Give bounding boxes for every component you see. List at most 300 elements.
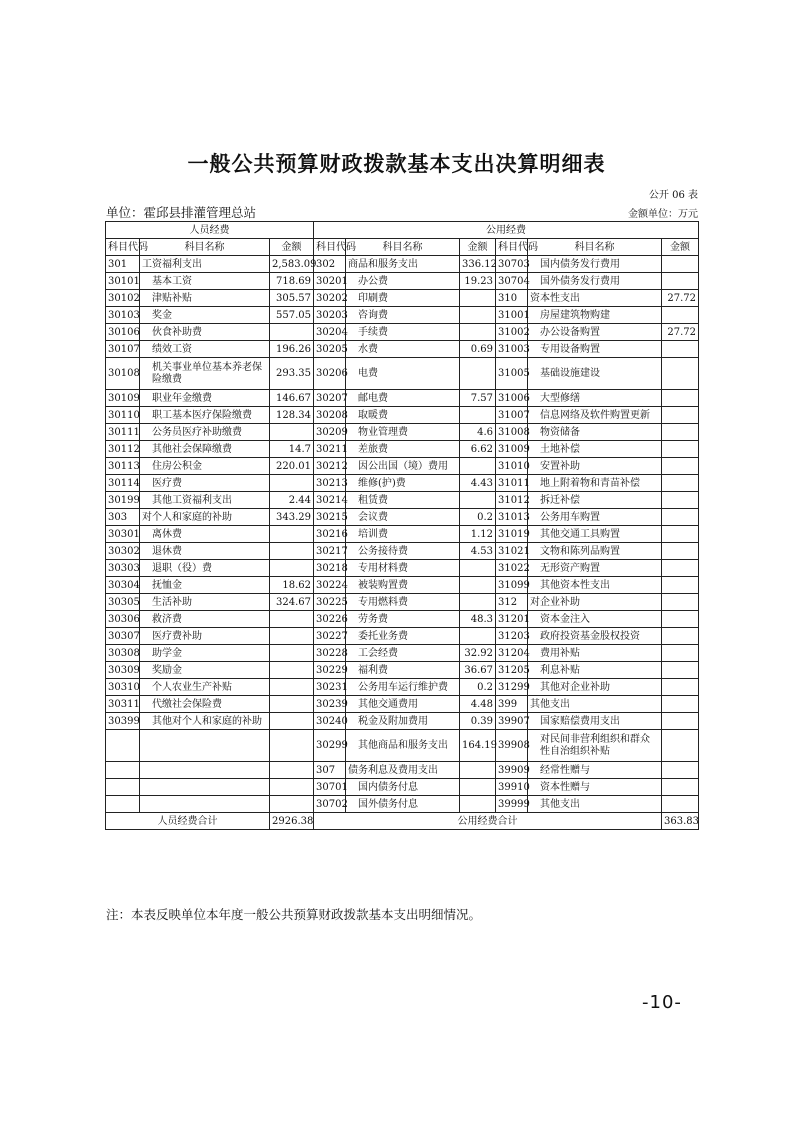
public-item-code: 31099	[496, 577, 528, 594]
personnel-item-code: 30112	[106, 441, 140, 458]
public-item-code: 31205	[496, 662, 528, 679]
public-item-amount	[662, 441, 699, 458]
public-item-code: 31008	[496, 424, 528, 441]
public-item-amount	[662, 509, 699, 526]
table-row	[106, 611, 699, 628]
personnel-item-name: 机关事业单位基本养老保险缴费	[140, 358, 270, 390]
public-item-code: 30231	[314, 679, 346, 696]
public-item-name: 其他商品和服务支出	[346, 730, 460, 762]
public-item-code: 31203	[496, 628, 528, 645]
public-item-amount	[662, 424, 699, 441]
table-row	[106, 577, 699, 594]
public-item-code: 31204	[496, 645, 528, 662]
public-item-name: 对企业补助	[528, 594, 662, 611]
public-item-code: 31006	[496, 390, 528, 407]
personnel-item-amount	[270, 779, 314, 796]
table-row	[106, 509, 699, 526]
public-item-name: 其他支出	[528, 696, 662, 713]
personnel-item-code: 30399	[106, 713, 140, 730]
public-total-label: 公用经费合计	[314, 813, 662, 830]
public-item-amount	[662, 645, 699, 662]
personnel-item-amount: 196.26	[270, 341, 314, 358]
personnel-item-amount: 2.44	[270, 492, 314, 509]
public-item-amount	[662, 273, 699, 290]
personnel-item-code: 30309	[106, 662, 140, 679]
public-item-amount: 0.2	[460, 679, 496, 696]
personnel-item-code: 30310	[106, 679, 140, 696]
personnel-item-name: 伙食补助费	[140, 324, 270, 341]
table-row	[106, 779, 699, 796]
public-item-name: 商品和服务支出	[346, 256, 460, 273]
personnel-item-name: 对个人和家庭的补助	[140, 509, 270, 526]
personnel-item-code: 30311	[106, 696, 140, 713]
public-item-amount	[662, 560, 699, 577]
public-item-name: 税金及附加费用	[346, 713, 460, 730]
public-item-code: 30215	[314, 509, 346, 526]
public-item-code: 30299	[314, 730, 346, 762]
table-row	[106, 273, 699, 290]
public-item-code: 31005	[496, 358, 528, 390]
public-item-code: 30228	[314, 645, 346, 662]
table-row	[106, 713, 699, 730]
personnel-item-amount	[270, 475, 314, 492]
personnel-item-amount	[270, 526, 314, 543]
public-item-name: 委托业务费	[346, 628, 460, 645]
public-item-code: 30224	[314, 577, 346, 594]
public-item-code: 39909	[496, 762, 528, 779]
public-item-code: 39999	[496, 796, 528, 813]
personnel-item-amount	[270, 645, 314, 662]
col-header-code: 科目代码	[314, 239, 346, 256]
personnel-item-amount	[270, 662, 314, 679]
column-header-row	[106, 239, 699, 256]
public-item-code: 307	[314, 762, 346, 779]
public-item-amount: 27.72	[662, 290, 699, 307]
public-item-amount	[662, 594, 699, 611]
personnel-item-name: 津贴补贴	[140, 290, 270, 307]
personnel-item-amount	[270, 713, 314, 730]
personnel-item-name: 个人农业生产补贴	[140, 679, 270, 696]
public-item-name: 其他交通费用	[346, 696, 460, 713]
personnel-item-name: 退职（役）费	[140, 560, 270, 577]
table-row	[106, 441, 699, 458]
personnel-item-amount: 146.67	[270, 390, 314, 407]
personnel-item-code	[106, 730, 140, 762]
totals-row	[106, 813, 699, 830]
public-item-amount	[662, 341, 699, 358]
personnel-item-name: 医疗费	[140, 475, 270, 492]
public-item-name: 被装购置费	[346, 577, 460, 594]
public-item-amount: 27.72	[662, 324, 699, 341]
public-item-code: 30203	[314, 307, 346, 324]
form-code: 公开 06 表	[648, 190, 698, 201]
personnel-item-amount: 557.05	[270, 307, 314, 324]
public-item-name: 手续费	[346, 324, 460, 341]
public-item-name: 地上附着物和青苗补偿	[528, 475, 662, 492]
personnel-item-name: 抚恤金	[140, 577, 270, 594]
table-row	[106, 407, 699, 424]
personnel-item-amount: 2,583.09	[270, 256, 314, 273]
public-item-code: 30208	[314, 407, 346, 424]
public-item-code: 30211	[314, 441, 346, 458]
public-item-code: 31022	[496, 560, 528, 577]
public-item-amount	[662, 796, 699, 813]
public-item-amount: 4.43	[460, 475, 496, 492]
public-item-amount	[460, 577, 496, 594]
public-item-code: 30207	[314, 390, 346, 407]
public-item-amount	[460, 560, 496, 577]
public-item-name: 费用补贴	[528, 645, 662, 662]
public-item-code: 31010	[496, 458, 528, 475]
table-row	[106, 594, 699, 611]
personnel-item-code: 30103	[106, 307, 140, 324]
public-item-code: 31002	[496, 324, 528, 341]
public-item-amount	[662, 577, 699, 594]
public-item-name: 其他支出	[528, 796, 662, 813]
public-item-code: 312	[496, 594, 528, 611]
personnel-item-code: 30102	[106, 290, 140, 307]
table-row	[106, 307, 699, 324]
personnel-item-code: 303	[106, 509, 140, 526]
personnel-item-amount	[270, 560, 314, 577]
page-title: 一般公共预算财政拨款基本支出决算明细表	[187, 152, 606, 176]
public-item-name: 文物和陈列品购置	[528, 543, 662, 560]
personnel-item-amount	[270, 628, 314, 645]
personnel-item-name: 医疗费补助	[140, 628, 270, 645]
personnel-item-amount: 293.35	[270, 358, 314, 390]
table-row	[106, 358, 699, 390]
table-row	[106, 696, 699, 713]
public-item-code: 30703	[496, 256, 528, 273]
public-item-name: 国内债务付息	[346, 779, 460, 796]
public-item-code: 31011	[496, 475, 528, 492]
public-item-amount: 48.3	[460, 611, 496, 628]
public-item-amount	[460, 492, 496, 509]
public-item-name: 经常性赠与	[528, 762, 662, 779]
public-item-amount	[662, 526, 699, 543]
public-item-name: 政府投资基金股权投资	[528, 628, 662, 645]
public-item-amount	[662, 662, 699, 679]
personnel-item-amount	[270, 543, 314, 560]
public-item-code: 30217	[314, 543, 346, 560]
public-item-code: 31013	[496, 509, 528, 526]
public-item-code: 310	[496, 290, 528, 307]
public-item-code: 30226	[314, 611, 346, 628]
table-row	[106, 543, 699, 560]
public-item-amount	[460, 324, 496, 341]
public-item-name: 专用燃料费	[346, 594, 460, 611]
table-row	[106, 390, 699, 407]
public-item-amount	[662, 762, 699, 779]
public-item-code: 30213	[314, 475, 346, 492]
col-header-name: 科目名称	[346, 239, 460, 256]
expenditure-table	[105, 221, 699, 830]
public-item-amount	[662, 407, 699, 424]
public-item-amount: 0.2	[460, 509, 496, 526]
public-item-name: 工会经费	[346, 645, 460, 662]
public-item-amount: 336.12	[460, 256, 496, 273]
personnel-item-code: 30101	[106, 273, 140, 290]
public-item-amount: 4.6	[460, 424, 496, 441]
public-item-name: 公务用车购置	[528, 509, 662, 526]
public-item-name: 咨询费	[346, 307, 460, 324]
public-item-code: 31201	[496, 611, 528, 628]
personnel-item-amount	[270, 796, 314, 813]
public-item-name: 福利费	[346, 662, 460, 679]
personnel-item-amount	[270, 424, 314, 441]
public-item-amount	[662, 611, 699, 628]
table-row	[106, 730, 699, 762]
public-item-amount	[460, 307, 496, 324]
public-item-amount	[460, 407, 496, 424]
col-header-name: 科目名称	[140, 239, 270, 256]
personnel-item-amount	[270, 730, 314, 762]
public-item-name: 电费	[346, 358, 460, 390]
personnel-item-amount: 220.01	[270, 458, 314, 475]
page-number: -10-	[642, 992, 682, 1013]
public-item-name: 物业管理费	[346, 424, 460, 441]
table-row	[106, 341, 699, 358]
personnel-total-label: 人员经费合计	[106, 813, 270, 830]
public-item-amount: 0.39	[460, 713, 496, 730]
public-item-amount: 7.57	[460, 390, 496, 407]
public-group-header: 公用经费	[314, 222, 699, 239]
public-item-name: 办公设备购置	[528, 324, 662, 341]
personnel-item-name: 奖励金	[140, 662, 270, 679]
personnel-item-amount: 718.69	[270, 273, 314, 290]
personnel-item-name	[140, 779, 270, 796]
public-item-code: 30239	[314, 696, 346, 713]
personnel-item-amount: 14.7	[270, 441, 314, 458]
personnel-group-header: 人员经费	[106, 222, 314, 239]
personnel-item-code: 30306	[106, 611, 140, 628]
personnel-item-name: 绩效工资	[140, 341, 270, 358]
personnel-item-code: 30302	[106, 543, 140, 560]
public-item-name: 利息补贴	[528, 662, 662, 679]
public-item-code: 30206	[314, 358, 346, 390]
personnel-item-name: 助学金	[140, 645, 270, 662]
col-header-name: 科目名称	[528, 239, 662, 256]
personnel-item-amount	[270, 696, 314, 713]
public-item-name: 办公费	[346, 273, 460, 290]
public-item-code: 30204	[314, 324, 346, 341]
table-row	[106, 290, 699, 307]
public-item-amount	[662, 543, 699, 560]
public-item-amount	[662, 256, 699, 273]
public-item-name: 债务利息及费用支出	[346, 762, 460, 779]
public-item-code: 30218	[314, 560, 346, 577]
public-item-amount	[460, 796, 496, 813]
public-item-name: 公务接待费	[346, 543, 460, 560]
public-item-name: 差旅费	[346, 441, 460, 458]
public-item-name: 资本金注入	[528, 611, 662, 628]
money-unit: 金额单位：万元	[628, 209, 698, 220]
public-item-code: 30227	[314, 628, 346, 645]
col-header-amount: 金额	[460, 239, 496, 256]
public-item-code: 30225	[314, 594, 346, 611]
public-item-amount	[662, 779, 699, 796]
personnel-item-code: 30109	[106, 390, 140, 407]
public-item-amount	[662, 307, 699, 324]
public-item-name: 物资储备	[528, 424, 662, 441]
public-item-name: 公务用车运行维护费	[346, 679, 460, 696]
public-item-amount: 4.53	[460, 543, 496, 560]
personnel-item-code: 301	[106, 256, 140, 273]
public-item-amount	[662, 730, 699, 762]
table-note: 注：本表反映单位本年度一般公共预算财政拨款基本支出明细情况。	[106, 907, 482, 922]
public-item-amount	[662, 358, 699, 390]
public-item-amount	[662, 458, 699, 475]
table-row	[106, 560, 699, 577]
public-item-amount	[460, 762, 496, 779]
public-item-amount	[662, 696, 699, 713]
public-item-code: 30229	[314, 662, 346, 679]
public-item-amount	[460, 628, 496, 645]
public-item-amount	[662, 679, 699, 696]
public-item-name: 国内债务发行费用	[528, 256, 662, 273]
public-item-code: 31021	[496, 543, 528, 560]
public-item-amount	[662, 390, 699, 407]
personnel-item-code: 30304	[106, 577, 140, 594]
personnel-item-name: 其他工资福利支出	[140, 492, 270, 509]
public-item-code: 39908	[496, 730, 528, 762]
public-item-name: 其他交通工具购置	[528, 526, 662, 543]
public-item-code: 30205	[314, 341, 346, 358]
public-item-code: 302	[314, 256, 346, 273]
public-item-code: 30212	[314, 458, 346, 475]
personnel-item-code: 30305	[106, 594, 140, 611]
public-item-amount	[662, 492, 699, 509]
personnel-item-code: 30111	[106, 424, 140, 441]
personnel-total-value: 2926.38	[270, 813, 314, 830]
public-item-amount	[460, 458, 496, 475]
public-item-amount	[460, 358, 496, 390]
public-item-code: 39907	[496, 713, 528, 730]
public-item-name: 租赁费	[346, 492, 460, 509]
table-row	[106, 526, 699, 543]
public-item-amount: 19.23	[460, 273, 496, 290]
public-item-name: 拆迁补偿	[528, 492, 662, 509]
personnel-item-amount: 324.67	[270, 594, 314, 611]
public-item-code: 31003	[496, 341, 528, 358]
public-item-name: 其他资本性支出	[528, 577, 662, 594]
public-item-name: 专用材料费	[346, 560, 460, 577]
table-row	[106, 324, 699, 341]
public-item-code: 30240	[314, 713, 346, 730]
personnel-item-code: 30308	[106, 645, 140, 662]
public-item-code: 30214	[314, 492, 346, 509]
personnel-item-amount: 18.62	[270, 577, 314, 594]
col-header-code: 科目代码	[106, 239, 140, 256]
personnel-item-name: 退休费	[140, 543, 270, 560]
public-item-name: 取暖费	[346, 407, 460, 424]
col-header-code: 科目代码	[496, 239, 528, 256]
public-item-amount	[662, 713, 699, 730]
public-item-code: 31007	[496, 407, 528, 424]
personnel-item-amount	[270, 679, 314, 696]
public-item-name: 因公出国（境）费用	[346, 458, 460, 475]
personnel-item-name: 代缴社会保险费	[140, 696, 270, 713]
personnel-item-name: 职业年金缴费	[140, 390, 270, 407]
public-item-name: 基础设施建设	[528, 358, 662, 390]
public-item-code: 31009	[496, 441, 528, 458]
public-item-amount: 36.67	[460, 662, 496, 679]
public-item-amount	[662, 475, 699, 492]
public-item-name: 对民间非营利组织和群众性自治组织补贴	[528, 730, 662, 762]
personnel-item-amount	[270, 611, 314, 628]
public-item-name: 国家赔偿费用支出	[528, 713, 662, 730]
personnel-item-code	[106, 779, 140, 796]
personnel-item-name: 工资福利支出	[140, 256, 270, 273]
col-header-amount: 金额	[662, 239, 699, 256]
public-total-value: 363.83	[662, 813, 699, 830]
personnel-item-code: 30107	[106, 341, 140, 358]
public-item-amount: 1.12	[460, 526, 496, 543]
public-item-code: 31012	[496, 492, 528, 509]
public-item-amount	[460, 290, 496, 307]
public-item-name: 印刷费	[346, 290, 460, 307]
table-row	[106, 679, 699, 696]
personnel-item-name: 奖金	[140, 307, 270, 324]
personnel-item-name: 其他社会保障缴费	[140, 441, 270, 458]
table-row	[106, 796, 699, 813]
personnel-item-code: 30307	[106, 628, 140, 645]
personnel-item-amount: 305.57	[270, 290, 314, 307]
table-row	[106, 645, 699, 662]
personnel-item-code: 30301	[106, 526, 140, 543]
public-item-name: 邮电费	[346, 390, 460, 407]
public-item-amount: 32.92	[460, 645, 496, 662]
personnel-item-name: 基本工资	[140, 273, 270, 290]
col-header-amount: 金额	[270, 239, 314, 256]
public-item-name: 土地补偿	[528, 441, 662, 458]
personnel-item-code	[106, 762, 140, 779]
table-row	[106, 492, 699, 509]
table-row	[106, 458, 699, 475]
public-item-name: 专用设备购置	[528, 341, 662, 358]
personnel-item-amount: 343.29	[270, 509, 314, 526]
public-item-code: 39910	[496, 779, 528, 796]
public-item-code: 30209	[314, 424, 346, 441]
public-item-code: 31019	[496, 526, 528, 543]
personnel-item-name: 其他对个人和家庭的补助	[140, 713, 270, 730]
public-item-code: 31299	[496, 679, 528, 696]
public-item-name: 水费	[346, 341, 460, 358]
personnel-item-amount	[270, 762, 314, 779]
reporting-unit: 单位：霍邱县排灌管理总站	[106, 205, 257, 220]
public-item-amount	[662, 628, 699, 645]
public-item-name: 其他对企业补助	[528, 679, 662, 696]
public-item-code: 30201	[314, 273, 346, 290]
public-item-code: 30702	[314, 796, 346, 813]
public-item-amount: 0.69	[460, 341, 496, 358]
public-item-name: 会议费	[346, 509, 460, 526]
public-item-name: 大型修缮	[528, 390, 662, 407]
table-row	[106, 424, 699, 441]
personnel-item-name	[140, 796, 270, 813]
public-item-name: 资本性支出	[528, 290, 662, 307]
table-row	[106, 475, 699, 492]
public-item-name: 维修(护)费	[346, 475, 460, 492]
personnel-item-name: 职工基本医疗保险缴费	[140, 407, 270, 424]
personnel-item-name: 公务员医疗补助缴费	[140, 424, 270, 441]
personnel-item-name: 救济费	[140, 611, 270, 628]
public-item-name: 国外债务付息	[346, 796, 460, 813]
public-item-code: 30704	[496, 273, 528, 290]
personnel-item-name: 住房公积金	[140, 458, 270, 475]
personnel-item-code	[106, 796, 140, 813]
personnel-item-code: 30303	[106, 560, 140, 577]
